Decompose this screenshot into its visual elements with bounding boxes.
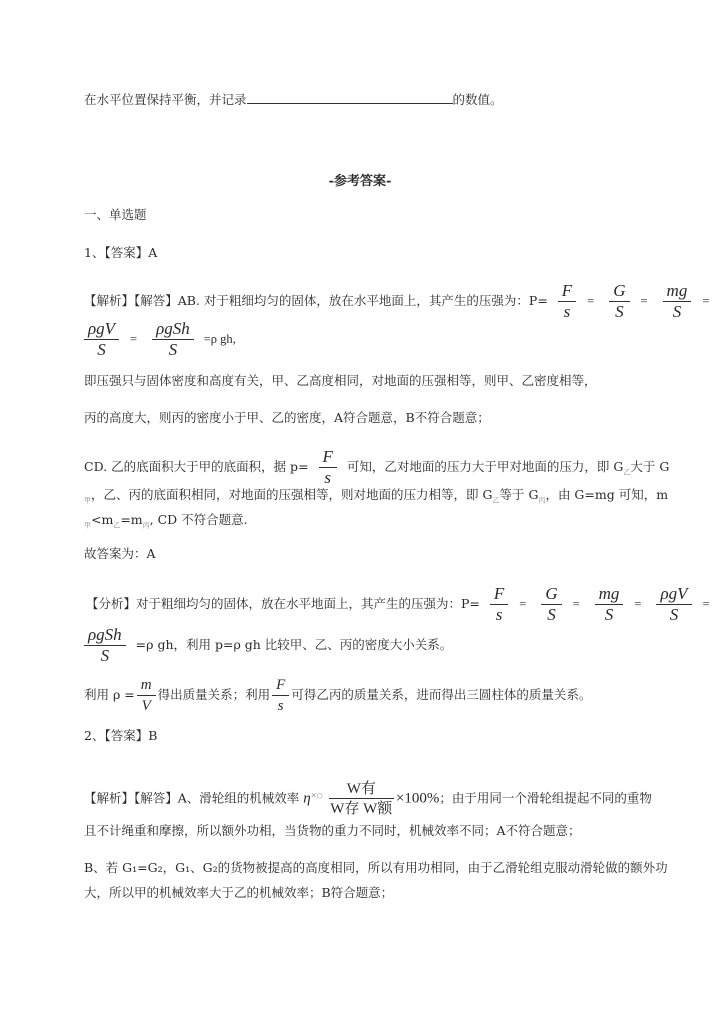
- fraction: $\frac{\text{ρgV}}{S}$: [656, 585, 691, 624]
- fill-blank-line: [84, 91, 503, 109]
- text: 【解析】【解答】AB. 对于粗细均匀的固体，放在水平地面上，其产生的压强为：P=: [84, 293, 548, 308]
- fraction: $\frac{F}{s}$: [319, 448, 337, 487]
- fraction: $\frac{\text{W有}}{\text{W存 W额}}$: [330, 781, 393, 817]
- text: 【解析】【解答】A、滑轮组的机械效率: [84, 790, 300, 806]
- fraction: $\frac{\text{ρgSh}}{S}$: [84, 626, 126, 665]
- q1-answer: 1、【答案】A: [84, 245, 158, 260]
- text: 利用 ρ =: [84, 687, 135, 702]
- q1-line3: 丙的高度大，则丙的密度小于甲、乙的密度，A符合题意，B不符合题意；: [84, 410, 490, 425]
- q2-answer: 2、【答案】B: [84, 728, 158, 743]
- q1-conclusion: 故答案为：A: [84, 546, 156, 561]
- q1-cd-line2: $_甲$，乙、丙的底面积相同，对地面的压强相等，则对地面的压力相等，即 $G_乙$等于 $G_丙$，由 G=mg 可知，m: [84, 487, 669, 505]
- q1-cd-line3: $_甲<m_乙=m_丙$, CD 不符合题意.: [84, 512, 248, 530]
- q1-fenxi-line1: 【分析】对于粗细均匀的固体，放在水平地面上，其产生的压强为：P= $\frac{F}{s}$ = $\frac{G}{S}$ = $\frac{mg}{S}$ = $\frac{\text{ρgV}}{S}$ =: [86, 584, 710, 624]
- fraction: $\frac{\text{ρgSh}}{S}$: [152, 320, 194, 359]
- text: =ρ gh,: [203, 332, 236, 346]
- q1-fenxi-line2: [84, 626, 452, 665]
- section-heading: 一、单选题: [84, 207, 147, 222]
- section-title: -参考答案-: [328, 174, 392, 189]
- text: 可知，乙对地面的压力大于甲对地面的压力，即 G: [346, 459, 624, 474]
- fraction: $\frac{mg}{S}$: [663, 282, 692, 321]
- q2-analysis-line1: 【解析】【解答】A、滑轮组的机械效率 η×○ $\frac{\text{W有}}{\text{W存 W额}}$ ×100%；由于用同一个滑轮组提起不同的重物: [84, 781, 652, 817]
- text: 【分析】对于粗细均匀的固体，放在水平地面上，其产生的压强为：P=: [86, 596, 480, 611]
- fraction: $\frac{G}{S}$: [541, 585, 561, 624]
- text: =ρ gh，利用 p=ρ gh 比较甲、乙、丙的密度大小关系。: [135, 637, 453, 652]
- fraction: $\frac{m}{V}$: [137, 676, 156, 715]
- text: 在水平位置保持平衡，并记录: [84, 92, 247, 107]
- q1-line2: 即压强只与固体密度和高度有关，甲、乙高度相同，对地面的压强相等，则甲、乙密度相等，: [84, 373, 597, 388]
- fraction: $\frac{G}{S}$: [609, 282, 629, 321]
- q1-analysis-line1b: $\frac{\text{ρgV}}{S}$ = $\frac{\text{ρgSh}}{S}$ =ρ gh,: [84, 320, 236, 359]
- fraction: $\frac{mg}{S}$: [595, 585, 624, 624]
- eta-symbol: η: [303, 790, 311, 807]
- fraction: $\frac{F}{s}$: [272, 676, 289, 715]
- q1-use-line: 利用 ρ = $\frac{m}{V}$ 得出质量关系；利用 $\frac{F}{s}$ 可得乙丙的质量关系，进而得出三圆柱体的质量关系。: [84, 677, 592, 714]
- answer-blank: [247, 91, 453, 104]
- fraction: $\frac{F}{s}$: [490, 585, 508, 624]
- q2-line3: B、若 G₁=G₂，G₁、G₂的货物被提高的高度相同，所以有用功相同，由于乙滑轮组克服动滑轮做的额外功: [84, 860, 668, 875]
- q1-cd-line1: CD. 乙的底面积大于甲的底面积，据 p= $\frac{F}{s}$ 可知，乙对地面的压力大于甲对地面的压力，即 $G_乙$大于 G: [84, 447, 670, 487]
- q2-line4: 大，所以甲的机械效率大于乙的机械效率；B符合题意；: [84, 885, 394, 900]
- fraction: $\frac{F}{s}$: [558, 282, 576, 321]
- q2-line2: 且不计绳重和摩擦，所以额外功相，当货物的重力不同时，机械效率不同；A不符合题意；: [84, 823, 581, 838]
- q1-analysis-line1: 【解析】【解答】AB. 对于粗细均匀的固体，放在水平地面上，其产生的压强为：P= $\frac{F}{s}$ = $\frac{G}{S}$ = $\frac{mg}{S}$ =: [84, 281, 710, 321]
- fraction: $\frac{\text{ρgV}}{S}$: [84, 320, 119, 359]
- text: 的数值。: [452, 92, 503, 107]
- text: CD. 乙的底面积大于甲的底面积，据 p=: [84, 459, 309, 474]
